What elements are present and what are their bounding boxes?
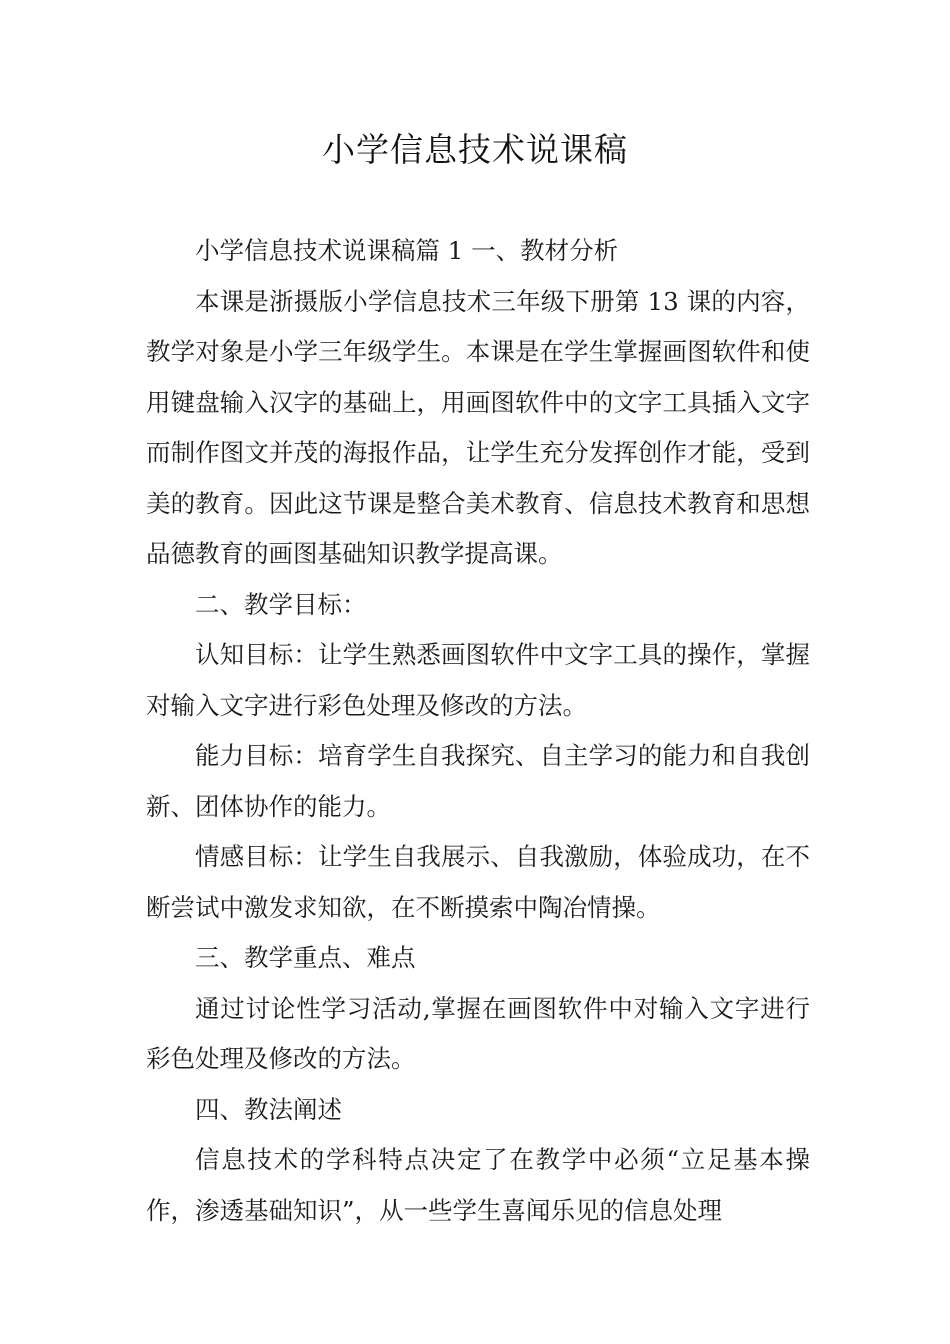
document-title: 小学信息技术说课稿 bbox=[322, 130, 628, 169]
paragraph-textbook-analysis: 本课是浙摄版小学信息技术三年级下册第 13 课的内容，教学对象是小学三年级学生。本课是在学生掌握画图软件和使用键盘输入汉字的基础上，用画图软件中的文字工具插入文字而制作图文并茂的海报作品，让学生充分发挥创作才能，受到美的教育。因此这节课是整合美术教育、信息技术教育和思想品德教育的画图基础知识教学提高课。 bbox=[146, 286, 810, 568]
paragraph-section-heading-3: 三、教学重点、难点 bbox=[195, 943, 416, 972]
paragraph-section-heading-2: 二、教学目标： bbox=[195, 589, 367, 619]
paragraph-section-heading-4: 四、教法阐述 bbox=[195, 1094, 342, 1124]
paragraph-key-points: 通过讨论性学习活动,掌握在画图软件中对输入文字进行彩色处理及修改的方法。 bbox=[146, 993, 810, 1073]
paragraph-emotional-goal: 情感目标：让学生自我展示、自我激励，体验成功，在不断尝试中激发求知欲，在不断摸索中陶冶情操。 bbox=[146, 842, 810, 922]
paragraph-ability-goal: 能力目标：培育学生自我探究、自主学习的能力和自我创新、团体协作的能力。 bbox=[146, 741, 810, 821]
paragraph-cognitive-goal: 认知目标：让学生熟悉画图软件中文字工具的操作，掌握对输入文字进行彩色处理及修改的方法。 bbox=[146, 640, 810, 720]
paragraph-section-heading-1: 小学信息技术说课稿篇 1 一、教材分析 bbox=[195, 236, 619, 265]
document-body bbox=[146, 226, 810, 1236]
paragraph-teaching-method: 信息技术的学科特点决定了在教学中必须“立足基本操作，渗透基础知识”，从一些学生喜闻乐见的信息处理 bbox=[146, 1145, 810, 1225]
